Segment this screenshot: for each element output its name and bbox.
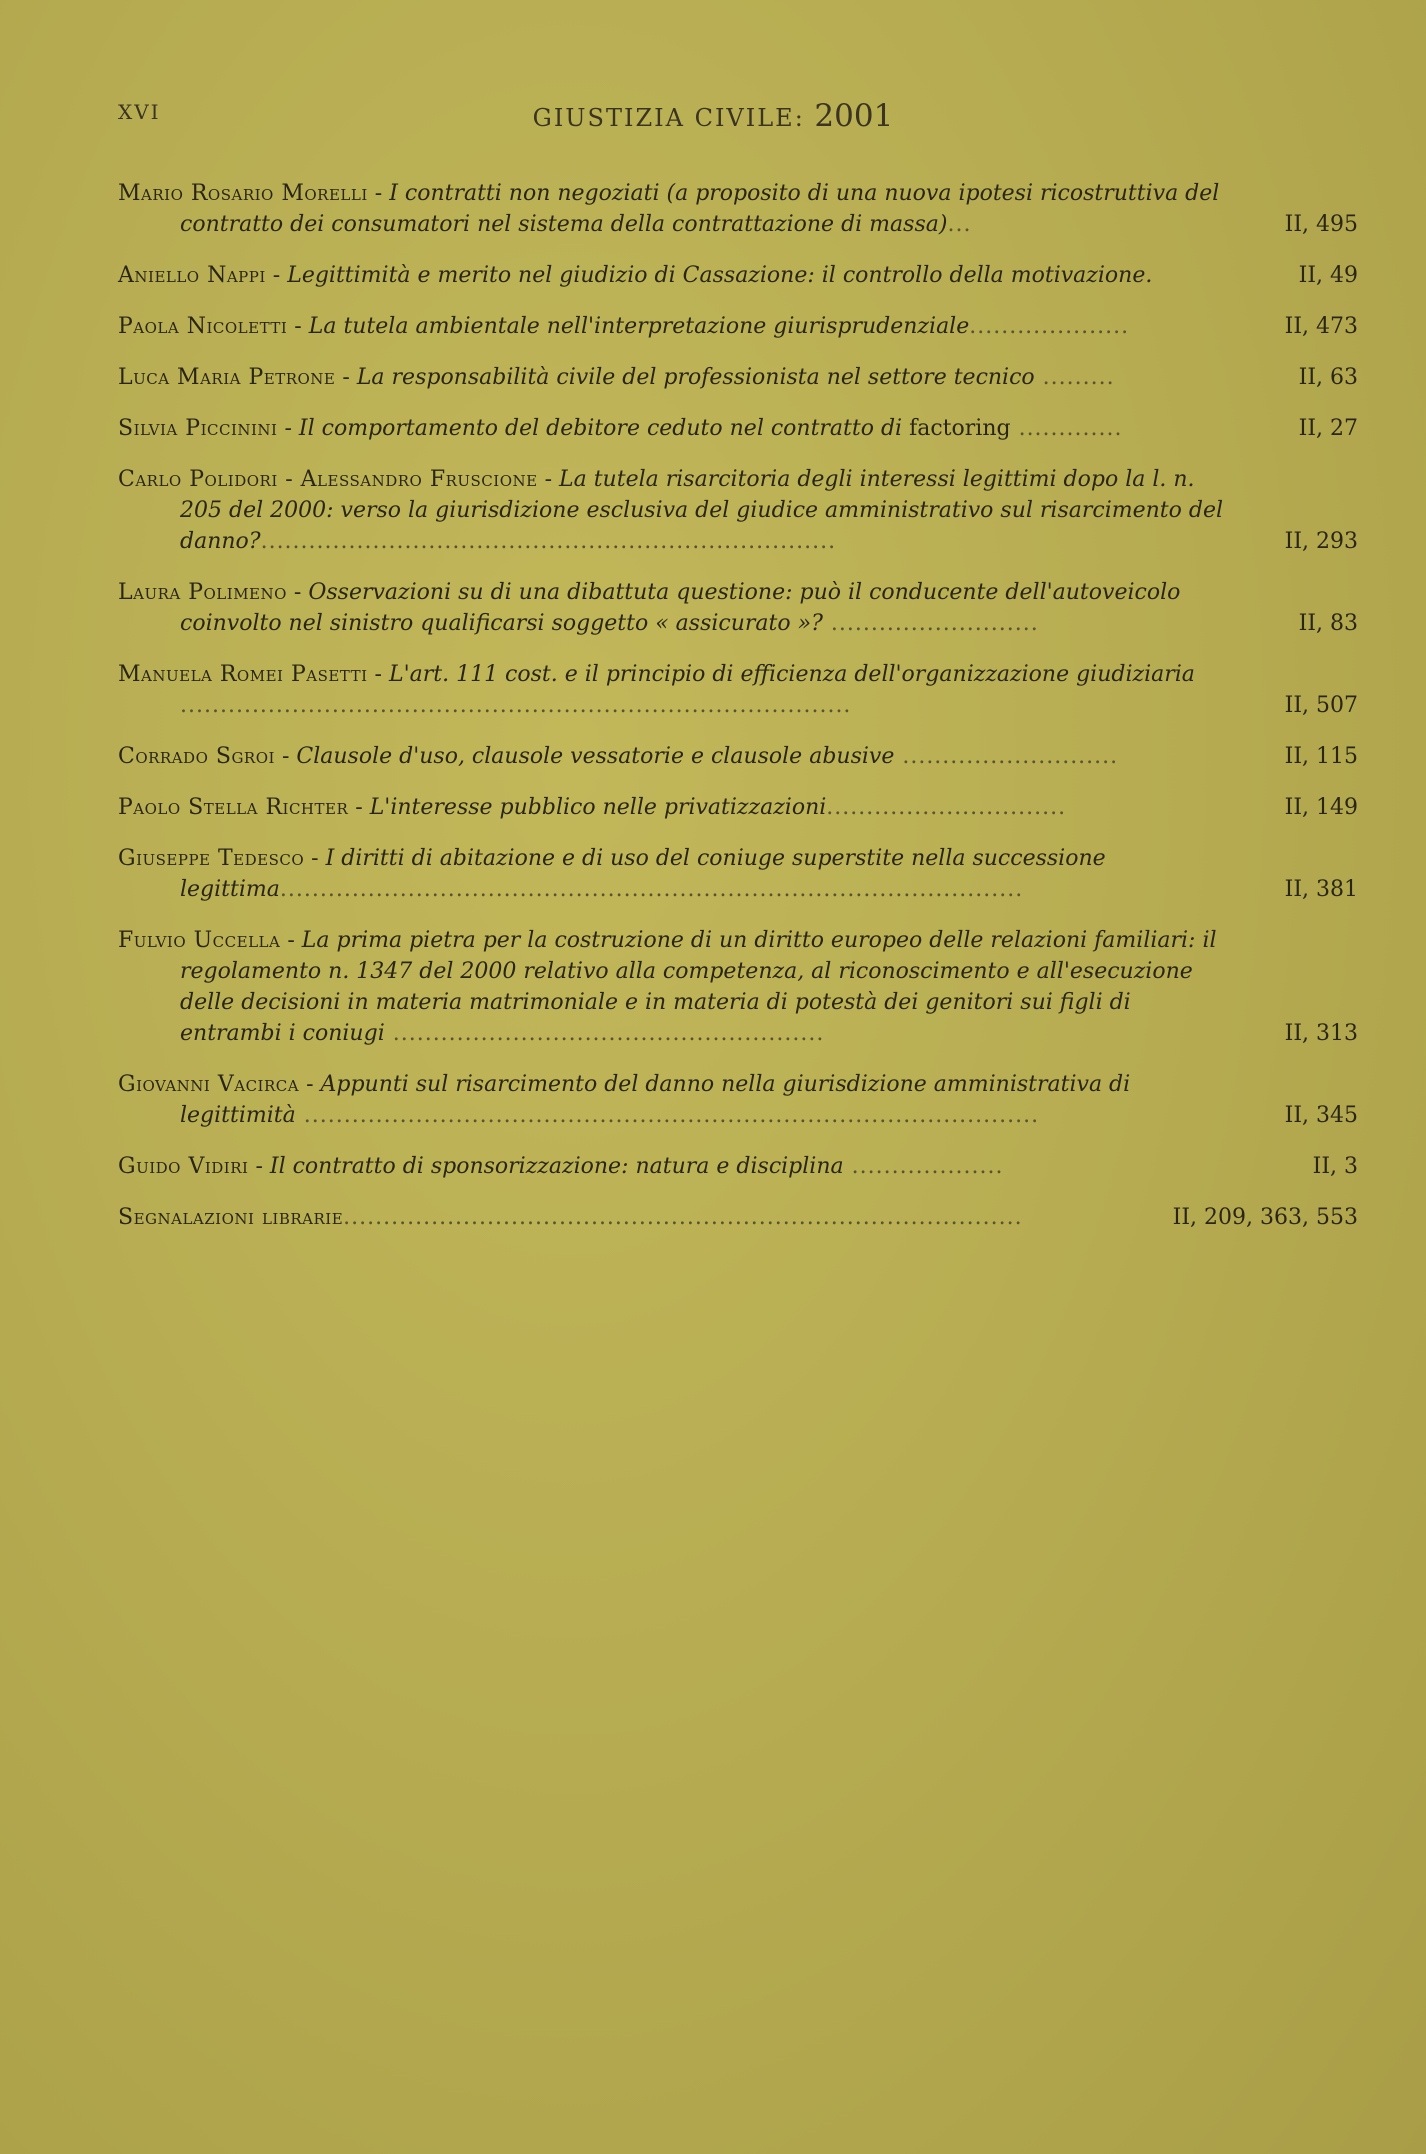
index-entry: Manuela Romei Pasetti - L'art. 111 cost. e il principio di efficienza dell'organizzazione giudiziaria .................................................................................... II, 507 (118, 659, 1358, 721)
entry-author: Paolo Stella Richter (118, 795, 349, 820)
entry-title: Osservazioni su di una dibattuta questione: può il conducente dell'autoveicolo coinvolto nel sinistro qualificarsi soggetto « assicurato »? (180, 580, 1181, 636)
entry-title: La prima pietra per la costruzione di un diritto europeo delle relazioni familiari: il regolamento n. 1347 del 2000 relativo alla competenza, al riconoscimento e all'esecuzione delle decisioni in materia matrimoniale e in materia di potestà dei genitori sui figli di entrambi i coniugi (180, 928, 1217, 1046)
entry-author: Giovanni Vacirca (118, 1072, 300, 1097)
entry-reference: II, 507 (1284, 693, 1358, 718)
entry-title: La tutela risarcitoria degli interessi legittimi dopo la l. n. 205 del 2000: verso la giurisdizione esclusiva del giudice amministrativo sul risarcimento del danno? (180, 467, 1224, 554)
index-entries (118, 178, 1358, 1253)
entry-author: Giuseppe Tedesco (118, 846, 305, 871)
entry-title: I diritti di abitazione e di uso del coniuge superstite nella successione legittima (180, 846, 1106, 902)
entry-title: Il contratto di sponsorizzazione: natura e disciplina (269, 1154, 844, 1179)
entry-reference: II, 3 (1312, 1154, 1358, 1179)
segnalazioni-reference: II, 209, 363, 553 (1172, 1205, 1358, 1230)
index-entry: Guido Vidiri - Il contratto di sponsorizzazione: natura e disciplina ................... II, 3 (118, 1151, 1358, 1182)
entry-title: Il comportamento del debitore ceduto nel contratto di (298, 416, 903, 441)
index-entry: Giuseppe Tedesco - I diritti di abitazione e di uso del coniuge superstite nella successione legittima............................................................................................. II, 381 (118, 843, 1358, 905)
entry-title: La responsabilità civile del professionista nel settore tecnico (356, 365, 1035, 390)
index-entry: Paolo Stella Richter - L'interesse pubblico nelle privatizzazioni.............................. II, 149 (118, 792, 1358, 823)
entry-author: Manuela Romei Pasetti (118, 662, 368, 687)
entry-title: Clausole d'uso, clausole vessatorie e clausole abusive (296, 744, 895, 769)
entry-title: Legittimità e merito nel giudizio di Cassazione: il controllo della motivazione. (287, 263, 1153, 288)
entry-title: L'art. 111 cost. e il principio di efficienza dell'organizzazione giudiziaria (388, 662, 1195, 687)
entry-author: Laura Polimeno (118, 580, 287, 605)
entry-author: Mario Rosario Morelli (118, 181, 368, 206)
page-folio: XVI (118, 100, 161, 124)
entry-author: Silvia Piccinini (118, 416, 278, 441)
entry-author: Carlo Polidori - Alessandro Fruscione (118, 467, 538, 492)
entry-reference: II, 63 (1298, 365, 1358, 390)
entry-reference: II, 83 (1298, 611, 1358, 636)
entry-title: L'interesse pubblico nelle privatizzazioni (369, 795, 827, 820)
entry-author: Corrado Sgroi (118, 744, 275, 769)
segnalazioni-entry: Segnalazioni librarie..................................................................................... II, 209, 363, 553 (118, 1202, 1358, 1233)
entry-author: Aniello Nappi (118, 263, 266, 288)
entry-title-roman: factoring (909, 416, 1011, 441)
index-entry: Giovanni Vacirca - Appunti sul risarcimento del danno nella giurisdizione amministrativa di legittimità ............................................................................................ II, 345 (118, 1069, 1358, 1131)
running-title (0, 98, 1426, 134)
entry-reference: II, 313 (1284, 1021, 1358, 1046)
entry-reference: II, 49 (1298, 263, 1358, 288)
entry-reference: II, 381 (1284, 877, 1358, 902)
entry-title: La tutela ambientale nell'interpretazione giurisprudenziale (308, 314, 970, 339)
segnalazioni-label: Segnalazioni librarie (118, 1205, 344, 1230)
entry-title: Appunti sul risarcimento del danno nella giurisdizione amministrativa di legittimità (180, 1072, 1131, 1128)
running-title-text: GIUSTIZIA CIVILE: (532, 104, 815, 132)
index-entry: Silvia Piccinini - Il comportamento del debitore ceduto nel contratto di factoring ............. II, 27 (118, 413, 1358, 444)
entry-reference: II, 345 (1284, 1103, 1358, 1128)
index-entry: Fulvio Uccella - La prima pietra per la costruzione di un diritto europeo delle relazioni familiari: il regolamento n. 1347 del 2000 relativo alla competenza, al riconoscimento e all'esecuzione delle decisioni in materia matrimoniale e in materia di potestà dei genitori sui figli di entrambi i coniugi ...................................................... II, 313 (118, 925, 1358, 1049)
index-entry: Corrado Sgroi - Clausole d'uso, clausole vessatorie e clausole abusive ........................... II, 115 (118, 741, 1358, 772)
entry-title: I contratti non negoziati (a proposito di una nuova ipotesi ricostruttiva del contratto dei consumatori nel sistema della contrattazione di massa) (180, 181, 1220, 237)
entry-reference: II, 27 (1298, 416, 1358, 441)
entry-author: Fulvio Uccella (118, 928, 281, 953)
running-title-year: 2001 (814, 98, 894, 134)
index-entry: Mario Rosario Morelli - I contratti non negoziati (a proposito di una nuova ipotesi ricostruttiva del contratto dei consumatori nel sistema della contrattazione di massa)... II, 495 (118, 178, 1358, 240)
entry-reference: II, 115 (1284, 744, 1358, 769)
entry-reference: II, 495 (1284, 212, 1358, 237)
index-entry: Carlo Polidori - Alessandro Fruscione - La tutela risarcitoria degli interessi legittimi dopo la l. n. 205 del 2000: verso la giurisdizione esclusiva del giudice amministrativo sul risarcimento del danno?........................................................................ II, 293 (118, 464, 1358, 557)
entry-reference: II, 473 (1284, 314, 1358, 339)
entry-author: Paola Nicoletti (118, 314, 288, 339)
index-entry: Paola Nicoletti - La tutela ambientale nell'interpretazione giurisprudenziale.................... II, 473 (118, 311, 1358, 342)
index-entry: Aniello Nappi - Legittimità e merito nel giudizio di Cassazione: il controllo della motivazione. II, 49 (118, 260, 1358, 291)
index-entry: Laura Polimeno - Osservazioni su di una dibattuta questione: può il conducente dell'autoveicolo coinvolto nel sinistro qualificarsi soggetto « assicurato »? .......................... II, 83 (118, 577, 1358, 639)
entry-reference: II, 293 (1284, 529, 1358, 554)
page-header (0, 98, 1426, 138)
index-entry: Luca Maria Petrone - La responsabilità civile del professionista nel settore tecnico ......... II, 63 (118, 362, 1358, 393)
entry-author: Luca Maria Petrone (118, 365, 336, 390)
entry-reference: II, 149 (1284, 795, 1358, 820)
entry-author: Guido Vidiri (118, 1154, 249, 1179)
